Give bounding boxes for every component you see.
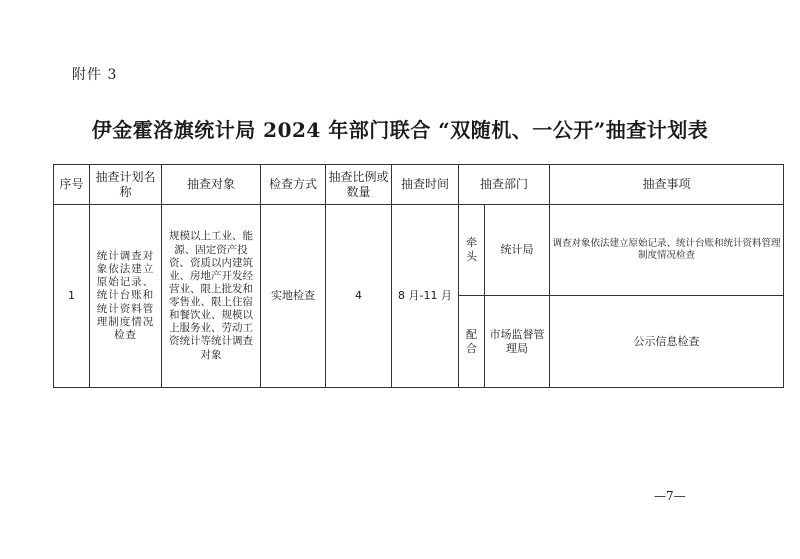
cell-support-role: 配合 [459,296,485,388]
cell-time: 8 月-11 月 [392,205,459,388]
header-plan-name: 抽查计划名称 [90,165,162,205]
attachment-label: 附件 3 [72,67,118,83]
cell-lead-matter: 调查对象依法建立原始记录、统计台账和统计资料管理制度情况检查 [550,205,784,296]
cell-lead-role: 牵头 [459,205,485,296]
page-title: 伊金霍洛旗统计局 2024 年部门联合 “双随机、一公开”抽查计划表 [91,118,709,142]
header-time: 抽查时间 [392,165,459,205]
cell-plan-name: 统计调查对象依法建立原始记录、统计台账和统计资料管理制度情况检查 [90,205,162,388]
header-seq: 序号 [54,165,90,205]
cell-support-dept: 市场监督管理局 [485,296,550,388]
header-ratio: 抽查比例或数量 [326,165,392,205]
page-number: —7— [654,489,686,503]
header-method: 检查方式 [261,165,326,205]
cell-support-matter: 公示信息检查 [550,296,784,388]
header-object: 抽查对象 [162,165,261,205]
cell-ratio: 4 [326,205,392,388]
cell-method: 实地检查 [261,205,326,388]
cell-lead-dept: 统计局 [485,205,550,296]
inspection-plan-table [53,164,784,388]
header-department: 抽查部门 [459,165,550,205]
header-matter: 抽查事项 [550,165,784,205]
table-row [54,205,784,296]
table-header-row [54,165,784,205]
cell-seq: 1 [54,205,90,388]
cell-object: 规模以上工业、能源、固定资产投资、资质以内建筑业、房地产开发经营业、限上批发和零售业、限上住宿和餐饮业、规模以上服务业、劳动工资统计等统计调查对象 [162,205,261,388]
